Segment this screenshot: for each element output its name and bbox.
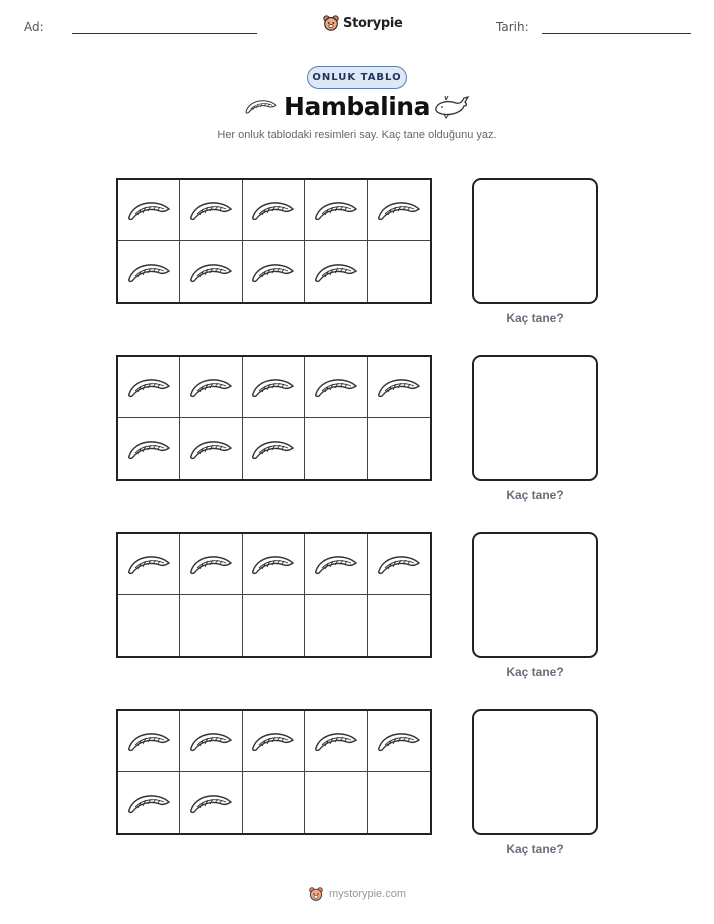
- ten-frame-cell: [180, 418, 242, 479]
- ten-frame-cell: [368, 357, 430, 418]
- date-label: Tarih:: [496, 20, 529, 34]
- baleen-icon: [313, 726, 359, 756]
- baleen-icon: [188, 434, 234, 464]
- baleen-icon: [126, 372, 172, 402]
- baleen-icon: [126, 195, 172, 225]
- ten-frame-cell: [305, 357, 367, 418]
- ten-frame-cell: [118, 418, 180, 479]
- instructions: Her onluk tablodaki resimleri say. Kaç tane olduğunu yaz.: [217, 129, 497, 141]
- ten-frame-cell: [243, 595, 305, 656]
- ten-frame-cell: [118, 180, 180, 241]
- whale-icon: [434, 94, 470, 120]
- ten-frame-cell: [243, 772, 305, 833]
- answer-label: Kaç tane?: [506, 665, 564, 679]
- baleen-icon: [250, 434, 296, 464]
- date-line[interactable]: [542, 33, 691, 34]
- ten-frame-cell: [118, 241, 180, 302]
- baleen-icon: [250, 726, 296, 756]
- worksheet-type-badge: ONLUK TABLO: [307, 66, 407, 89]
- answer-label: Kaç tane?: [506, 842, 564, 856]
- ten-frame-cell: [305, 595, 367, 656]
- ten-frame-cell: [118, 711, 180, 772]
- ten-frame-cell: [118, 357, 180, 418]
- ten-frame-cell: [243, 180, 305, 241]
- baleen-icon: [250, 257, 296, 287]
- bear-mascot-icon: [322, 14, 340, 32]
- answer-box[interactable]: [472, 532, 598, 658]
- page-title: Hambalina: [284, 92, 430, 121]
- ten-frame-cell: [305, 711, 367, 772]
- footer-url[interactable]: mystorypie.com: [328, 888, 407, 900]
- ten-frame-cell: [305, 241, 367, 302]
- ten-frame-cell: [118, 595, 180, 656]
- ten-frame-cell: [180, 595, 242, 656]
- baleen-icon: [250, 549, 296, 579]
- ten-frame-cell: [180, 711, 242, 772]
- answer-label: Kaç tane?: [506, 311, 564, 325]
- baleen-icon: [313, 195, 359, 225]
- baleen-icon: [126, 549, 172, 579]
- baleen-icon: [126, 788, 172, 818]
- ten-frame-cell: [180, 241, 242, 302]
- ten-frame-cell: [243, 241, 305, 302]
- baleen-icon: [250, 195, 296, 225]
- baleen-icon: [126, 257, 172, 287]
- ten-frame-cell: [368, 534, 430, 595]
- ten-frame-cell: [180, 357, 242, 418]
- ten-frame-cell: [243, 534, 305, 595]
- ten-frame-cell: [305, 180, 367, 241]
- ten-frame-cell: [368, 595, 430, 656]
- baleen-icon: [188, 788, 234, 818]
- brand: [322, 12, 403, 34]
- ten-frame: [116, 178, 432, 304]
- ten-frame-cell: [305, 772, 367, 833]
- baleen-icon: [188, 726, 234, 756]
- baleen-icon: [313, 549, 359, 579]
- title-row: [0, 92, 714, 124]
- ten-frame-cell: [243, 711, 305, 772]
- ten-frame-cell: [243, 418, 305, 479]
- baleen-icon: [376, 726, 422, 756]
- answer-box[interactable]: [472, 355, 598, 481]
- name-line[interactable]: [72, 33, 257, 34]
- brand-name: Storypie: [343, 15, 403, 31]
- baleen-icon: [376, 549, 422, 579]
- answer-label: Kaç tane?: [506, 488, 564, 502]
- baleen-icon: [126, 726, 172, 756]
- ten-frame-cell: [368, 241, 430, 302]
- answer-box[interactable]: [472, 709, 598, 835]
- ten-frame-cell: [368, 180, 430, 241]
- ten-frame-cell: [180, 534, 242, 595]
- baleen-icon: [376, 372, 422, 402]
- baleen-icon: [313, 372, 359, 402]
- ten-frame-cell: [118, 772, 180, 833]
- bear-mascot-icon: [308, 886, 324, 902]
- ten-frame-cell: [305, 418, 367, 479]
- baleen-icon: [188, 257, 234, 287]
- ten-frame-cell: [305, 534, 367, 595]
- answer-box[interactable]: [472, 178, 598, 304]
- baleen-icon: [376, 195, 422, 225]
- ten-frame-cell: [243, 357, 305, 418]
- name-label: Ad:: [24, 20, 44, 34]
- baleen-icon: [250, 372, 296, 402]
- ten-frame: [116, 709, 432, 835]
- baleen-icon: [313, 257, 359, 287]
- footer: [0, 886, 714, 902]
- ten-frame: [116, 355, 432, 481]
- ten-frame-cell: [368, 711, 430, 772]
- ten-frame-cell: [368, 418, 430, 479]
- ten-frame-cell: [180, 180, 242, 241]
- ten-frame: [116, 532, 432, 658]
- ten-frame-cell: [180, 772, 242, 833]
- baleen-icon: [188, 549, 234, 579]
- baleen-icon: [188, 195, 234, 225]
- baleen-icon: [126, 434, 172, 464]
- ten-frame-cell: [368, 772, 430, 833]
- baleen-icon: [188, 372, 234, 402]
- ten-frame-cell: [118, 534, 180, 595]
